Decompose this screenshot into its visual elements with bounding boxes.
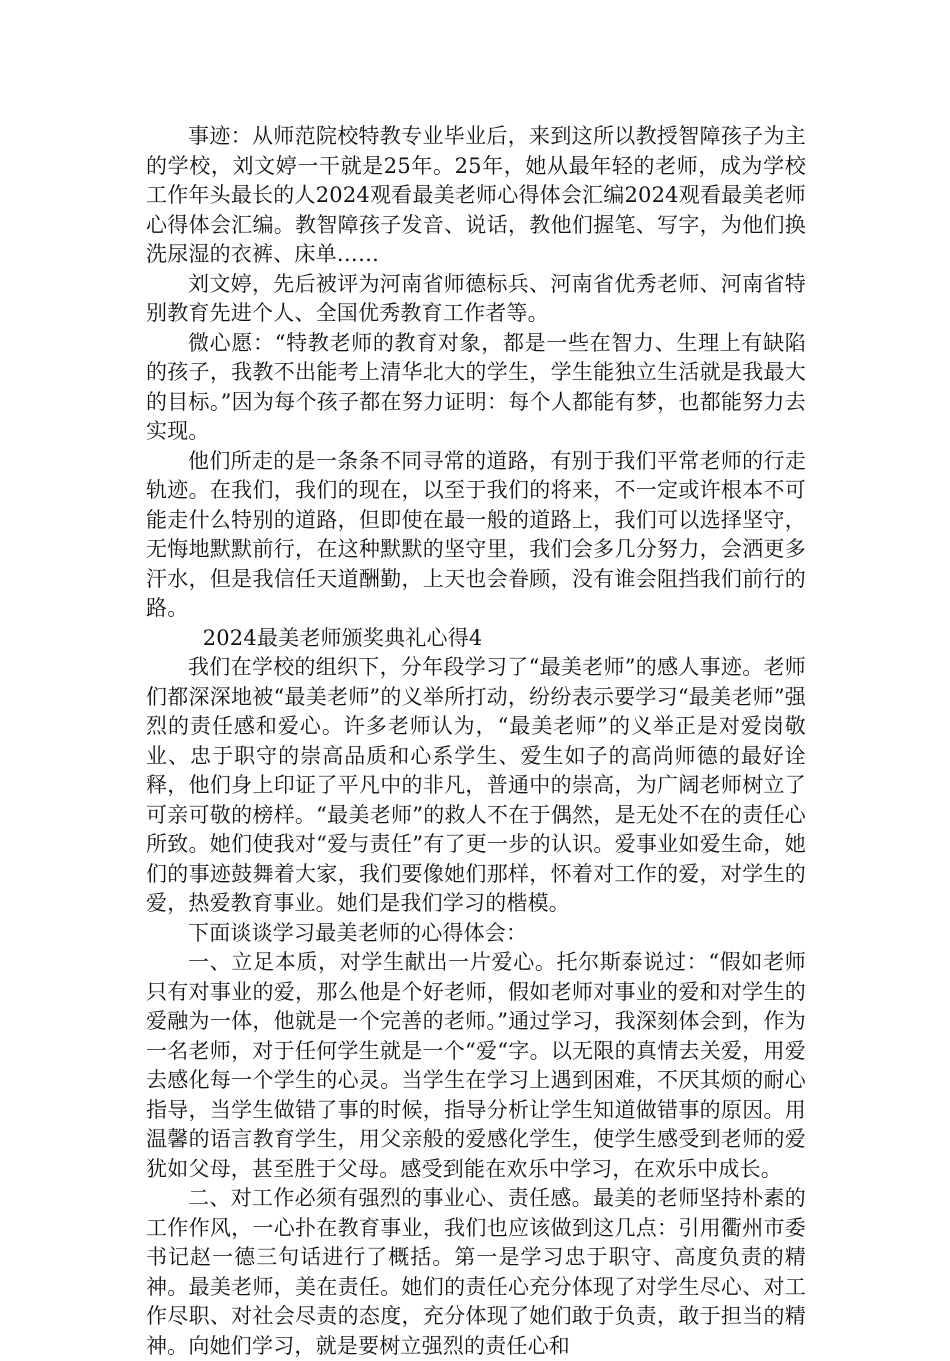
paragraph-point-one: 一、立足本质，对学生献出一片爱心。托尔斯泰说过：“假如老师只有对事业的爱，那么他是个好老师，假如老师对事业的爱和对学生的爱融为一体，他就是一个完善的老师。”通过学习，我深刻体会到，作为一名老师，对于任何学生就是一个“爱“字。以无限的真情去关爱，用爱去感化每一个学生的心灵。当学生在学习上遇到困难，不厌其烦的耐心指导，当学生做错了事的时候，指导分析让学生知道做错事的原因。用温馨的语言教育学生，用父亲般的爱感化学生，使学生感受到老师的爱犹如父母，甚至胜于父母。感受到能在欢乐中学习，在欢乐中成长。 <box>146 950 806 1181</box>
paragraph-path: 他们所走的是一条条不同寻常的道路，有别于我们平常老师的行走轨迹。在我们，我们的现在，以至于我们的将来，不一定或许根本不可能走什么特别的道路，但即使在最一般的道路上，我们可以选择坚守，无悔地默默前行，在这种默默的坚守里，我们会多几分努力，会洒更多汗水，但是我信任天道酬勤，上天也会眷顾，没有谁会阻挡我们前行的路。 <box>146 448 806 620</box>
document-body <box>146 122 806 1361</box>
paragraph-point-two: 二、对工作必须有强烈的事业心、责任感。最美的老师坚持朴素的工作作风，一心扑在教育事业，我们也应该做到这几点：引用衢州市委书记赵一德三句话进行了概括。第一是学习忠于职守、高度负责的精神。最美老师，美在责任。她们的责任心充分体现了对学生尽心、对工作尽职、对社会尽责的态度，充分体现了她们敢于负责，敢于担当的精神。向她们学习，就是要树立强烈的责任心和 <box>146 1186 806 1358</box>
paragraph-honors: 刘文婷，先后被评为河南省师德标兵、河南省优秀老师、河南省特别教育先进个人、全国优秀教育工作者等。 <box>146 271 806 325</box>
section-heading: 2024最美老师颁奖典礼心得4 <box>202 625 483 650</box>
paragraph-study: 我们在学校的组织下，分年段学习了“最美老师”的感人事迹。老师们都深深地被“最美老师”的义举所打动，纷纷表示要学习“最美老师”强烈的责任感和爱心。许多老师认为，“最美老师”的义举正是对爱岗敬业、忠于职守的崇高品质和心系学生、爱生如子的高尚师德的最好诠释，他们身上印证了平凡中的非凡，普通中的崇高，为广阔老师树立了可亲可敬的榜样。“最美老师”的救人不在于偶然，是无处不在的责任心所致。她们使我对“爱与责任”有了更一步的认识。爱事业如爱生命，她们的事迹鼓舞着大家，我们要像她们那样，怀着对工作的爱，对学生的爱，热爱教育事业。她们是我们学习的楷模。 <box>146 655 806 915</box>
paragraph-deeds: 事迹：从师范院校特教专业毕业后，来到这所以教授智障孩子为主的学校，刘文婷一干就是25年。25年，她从最年轻的老师，成为学校工作年头最长的人2024观看最美老师心得体会汇编2024观看最美老师心得体会汇编。教智障孩子发音、说话，教他们握笔、写字，为他们换洗尿湿的衣裤、床单…… <box>146 124 806 266</box>
paragraph-intro: 下面谈谈学习最美老师的心得体会： <box>188 920 528 945</box>
paragraph-wish: 微心愿：“特教老师的教育对象，都是一些在智力、生理上有缺陷的孩子，我教不出能考上清华北大的学生，学生能独立生活就是我最大的目标。”因为每个孩子都在努力证明：每个人都能有梦，也都能努力去实现。 <box>146 330 806 443</box>
